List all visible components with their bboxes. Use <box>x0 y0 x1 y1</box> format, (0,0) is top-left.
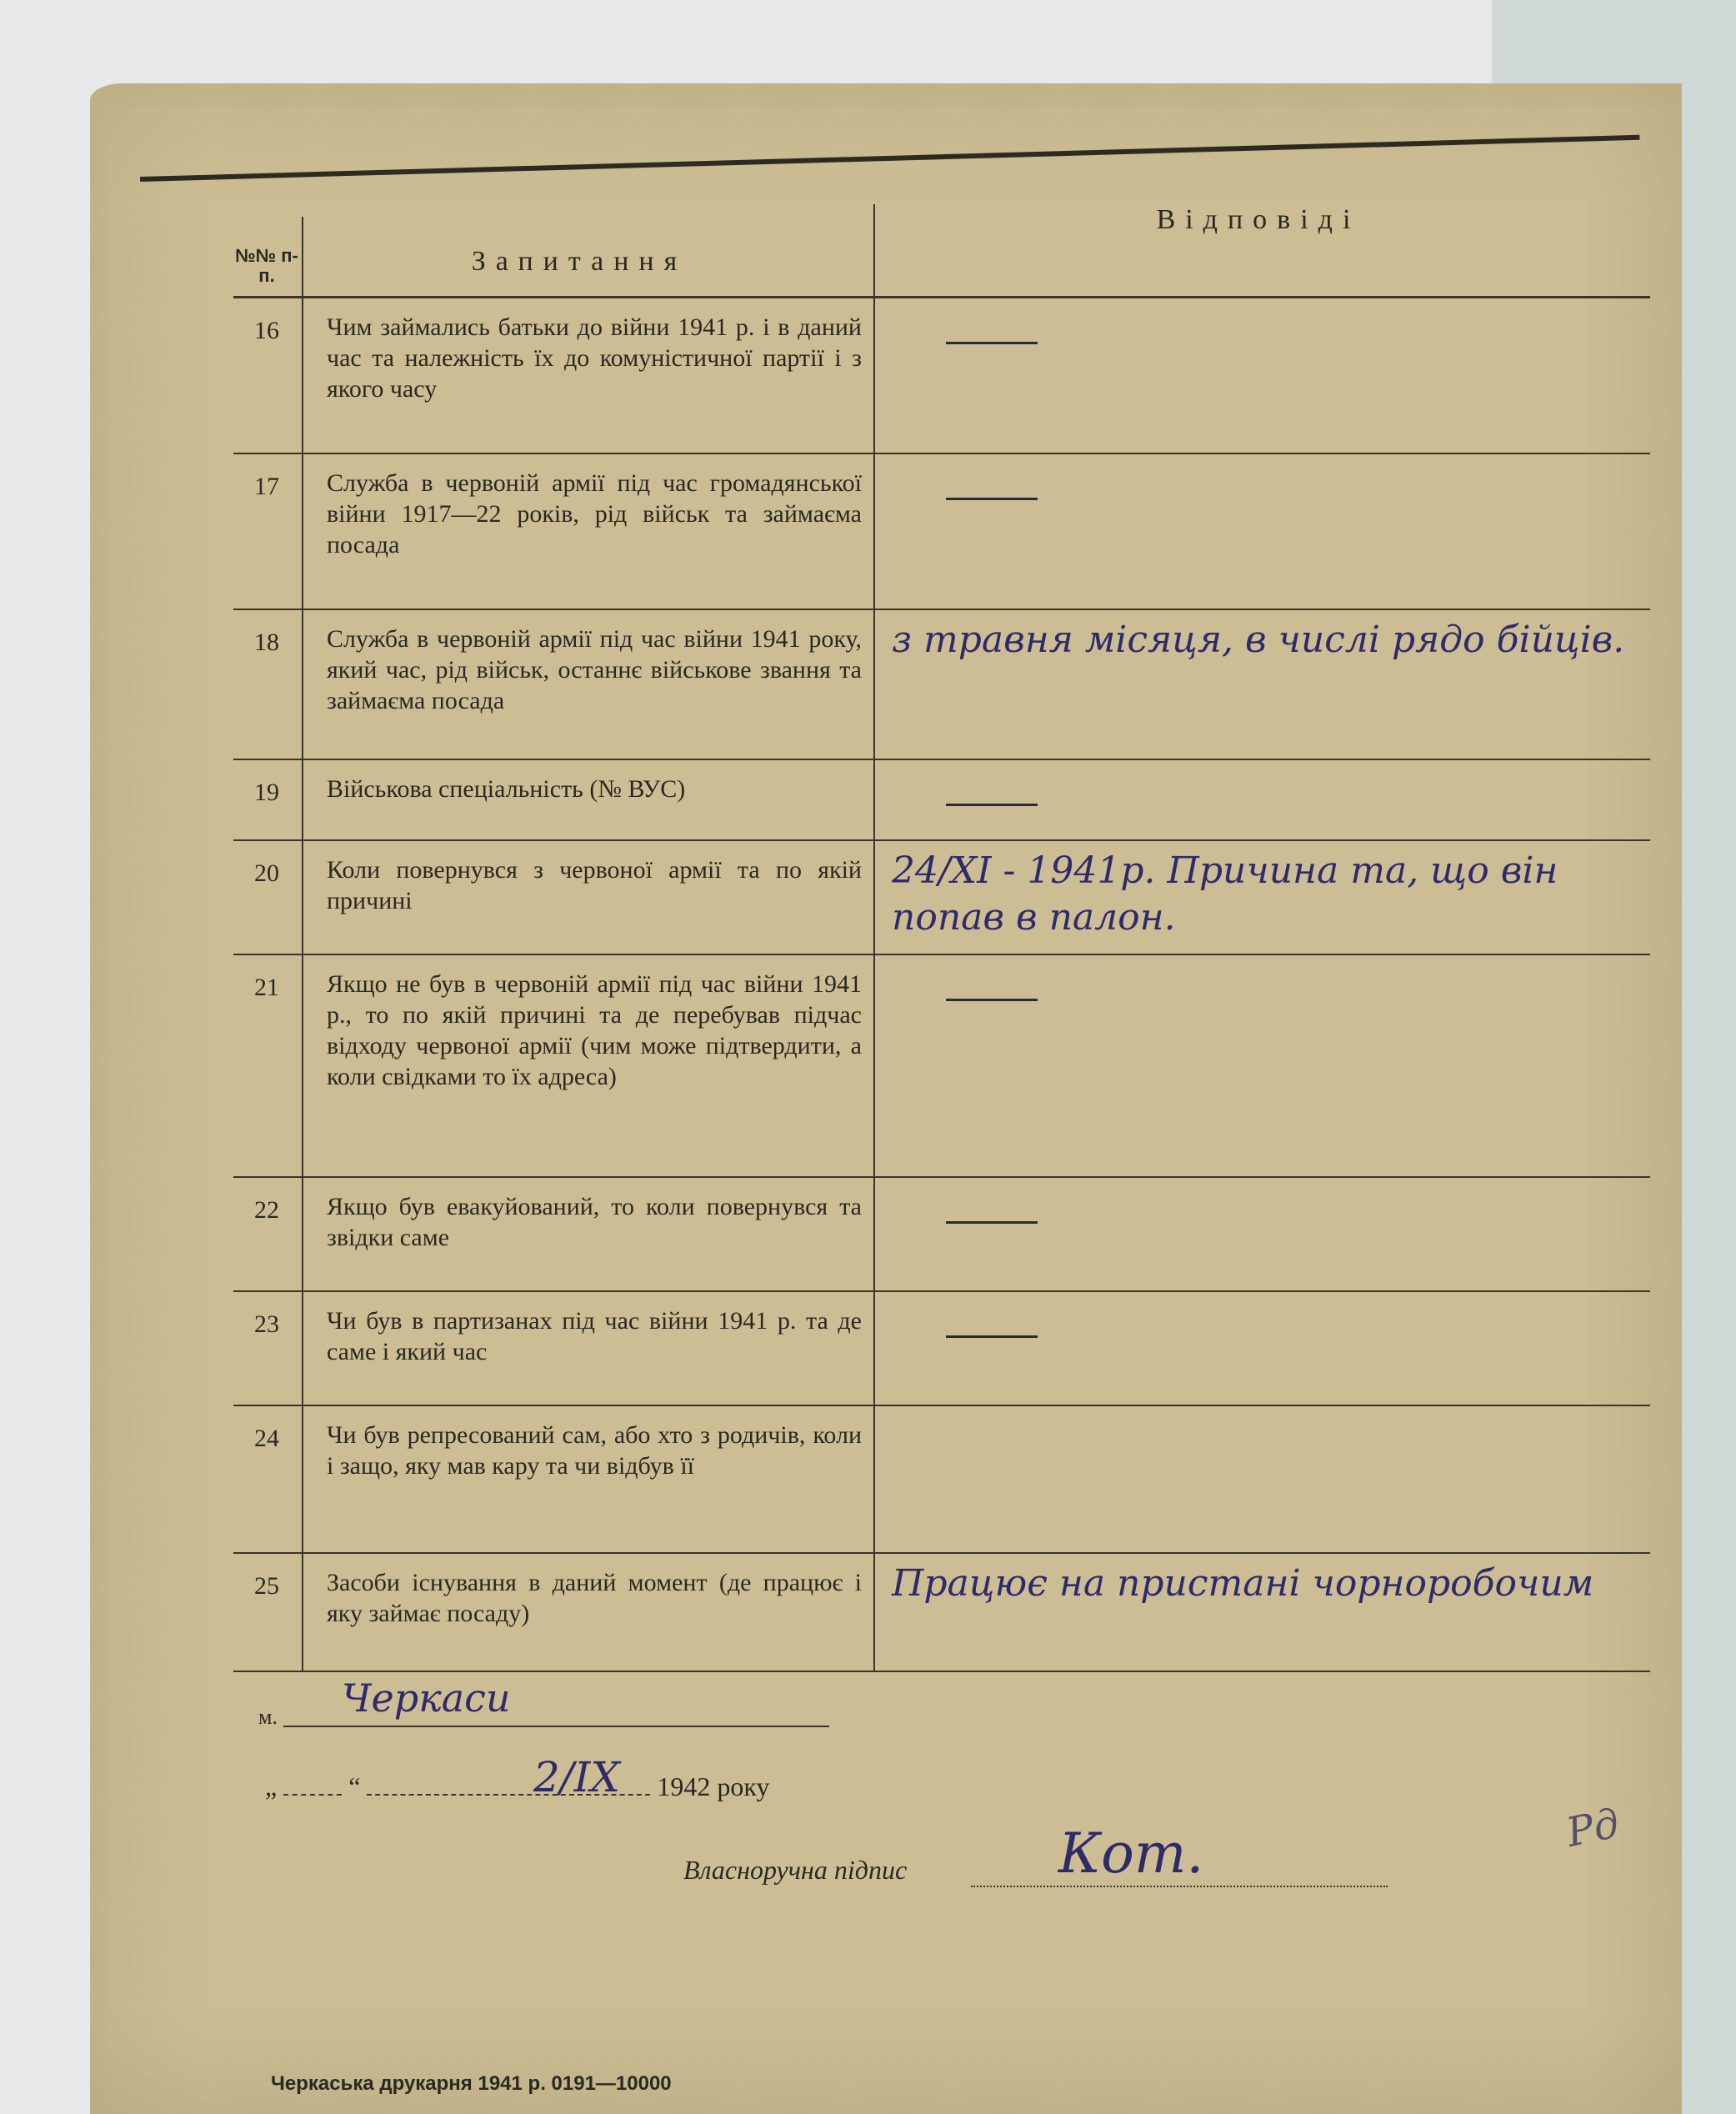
questionnaire-table <box>233 204 1650 1672</box>
question-cell <box>302 760 875 839</box>
place-prefix: м. <box>258 1705 278 1729</box>
table-row <box>233 1178 1650 1292</box>
question-text: Засоби існування в даний момент (де працює і яку займає посаду) <box>327 1569 862 1627</box>
table-row <box>233 1406 1650 1554</box>
row-number: 19 <box>254 779 279 806</box>
date-close-quote: “ <box>348 1771 361 1801</box>
question-cell <box>302 298 875 453</box>
question-text: Чи був в партизанах під час війни 1941 р. та де саме і який час <box>327 1307 862 1365</box>
signature-label: Власноручна підпис <box>683 1855 908 1885</box>
handwritten-date: 2/IX <box>533 1753 621 1801</box>
answer-cell <box>875 454 1650 609</box>
row-number: 22 <box>254 1196 279 1224</box>
header-questions: Запитання <box>471 246 688 277</box>
handwritten-answer: 24/XI - 1941р. Причина та, що він попав в палон. <box>892 849 1558 939</box>
row-number: 25 <box>254 1572 279 1600</box>
answer-cell <box>875 1406 1650 1552</box>
signature-rule <box>971 1886 1388 1887</box>
question-cell <box>302 1178 875 1290</box>
question-cell <box>302 1406 875 1552</box>
row-number: 23 <box>254 1310 279 1338</box>
handwritten-answer: з травня місяця, в числі рядо бійців. <box>892 619 1625 661</box>
table-row <box>233 841 1650 955</box>
answer-dash <box>946 342 1038 344</box>
row-number: 20 <box>254 859 279 887</box>
question-text: Служба в червоній армії під час громадянської війни 1917—22 років, рід військ та займаєма посада <box>327 469 862 559</box>
answer-cell <box>875 610 1650 759</box>
table-body <box>233 298 1650 1672</box>
answer-dash <box>946 1221 1038 1224</box>
table-row <box>233 1292 1650 1406</box>
row-number: 16 <box>254 317 279 344</box>
question-text: Коли повернувся з червоної армії та по якій причині <box>327 856 862 914</box>
question-text: Якщо не був в червоній армії під час війни 1941 р., то по якій причині та де перебував підчас відходу червоної армії (чим може підтвердити, а коли свідками то їх адреса) <box>327 970 862 1090</box>
question-cell <box>302 955 875 1176</box>
date-suffix: року <box>717 1771 770 1801</box>
place-rule <box>283 1726 829 1727</box>
printer-footer: Черкаська друкарня 1941 р. 0191—10000 <box>271 2072 672 2095</box>
answer-cell <box>875 1554 1650 1671</box>
handwritten-place: Черкаси <box>342 1676 511 1721</box>
row-number: 24 <box>254 1425 279 1452</box>
answer-dash <box>946 498 1038 500</box>
question-cell <box>302 610 875 759</box>
place-line <box>258 1705 842 1730</box>
question-text: Чи був репресований сам, або хто з родичів, коли і защо, яку мав кару та чи відбув її <box>327 1421 862 1480</box>
question-cell <box>302 841 875 954</box>
handwritten-answer: Працює на пристані чорноробочим <box>892 1562 1594 1605</box>
table-row <box>233 610 1650 760</box>
answer-dash <box>946 999 1038 1001</box>
question-cell <box>302 1292 875 1405</box>
table-row <box>233 1554 1650 1672</box>
answer-cell <box>875 841 1650 954</box>
date-line <box>265 1771 770 1802</box>
answer-cell <box>875 955 1650 1176</box>
question-cell <box>302 454 875 609</box>
table-row <box>233 454 1650 610</box>
date-open-quote: „ <box>265 1771 278 1801</box>
row-number: 17 <box>254 473 279 500</box>
header-divider <box>302 217 303 296</box>
question-cell <box>302 1554 875 1671</box>
handwritten-signature: Кот. <box>1058 1821 1204 1886</box>
answer-cell <box>875 1292 1650 1405</box>
row-number: 18 <box>254 629 279 656</box>
question-text: Військова спеціальність (№ ВУС) <box>327 775 686 803</box>
question-text: Якщо був евакуйований, то коли повернувся та звідки саме <box>327 1193 862 1251</box>
table-header <box>233 204 1650 298</box>
answer-dash <box>946 804 1038 806</box>
table-row <box>233 955 1650 1178</box>
margin-mark: Рд <box>1562 1800 1623 1856</box>
answer-cell <box>875 760 1650 839</box>
answer-cell <box>875 298 1650 453</box>
header-divider <box>873 204 875 296</box>
answer-cell <box>875 1178 1650 1290</box>
date-year: 1942 <box>657 1771 711 1801</box>
question-text: Чим займались батьки до війни 1941 р. і в даний час та належність їх до комуністичної партії і з якого часу <box>327 313 862 403</box>
question-text: Служба в червоній армії під час війни 1941 року, який час, рід військ, останнє військове звання та займаєма посада <box>327 625 862 714</box>
header-answers: Відповіді <box>1156 204 1361 235</box>
table-row <box>233 298 1650 454</box>
row-number: 21 <box>254 974 279 1001</box>
answer-dash <box>946 1335 1038 1338</box>
table-row <box>233 760 1650 841</box>
header-number: №№ п-п. <box>235 245 298 286</box>
